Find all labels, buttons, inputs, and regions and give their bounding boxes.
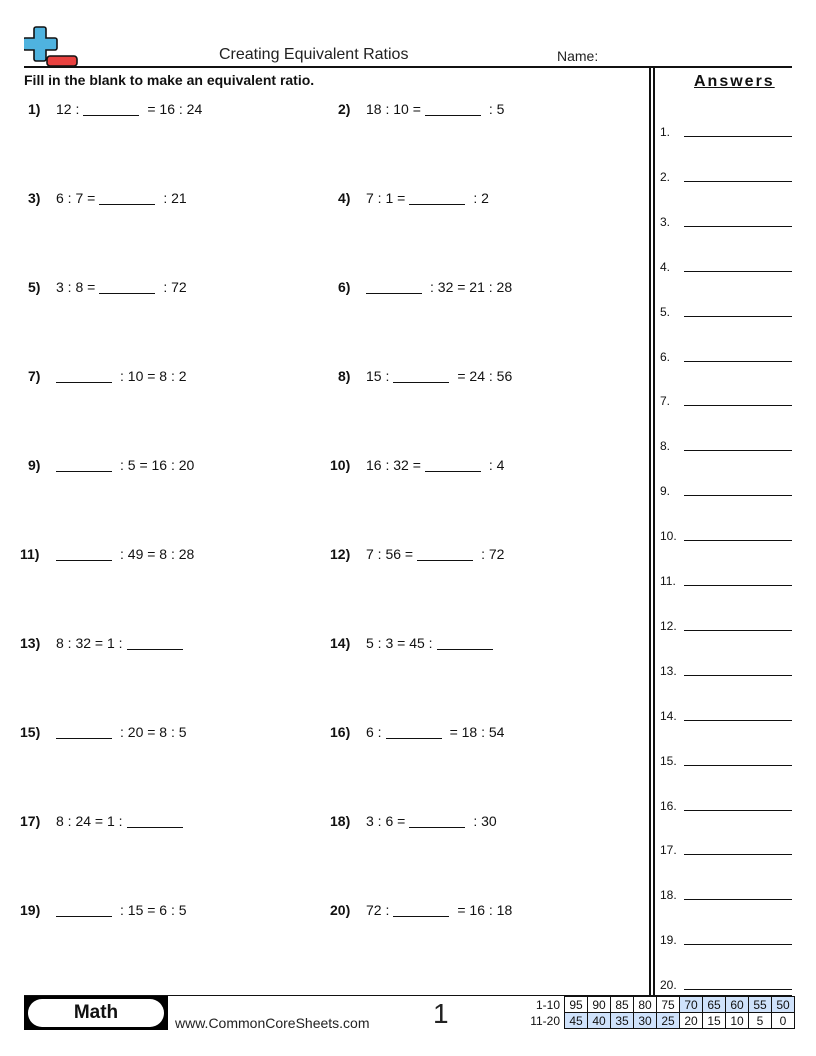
problem-item (338, 190, 489, 206)
ratio-text: : 10 = 8 : 2 (120, 368, 187, 384)
answer-number: 4. (660, 259, 671, 274)
answer-row (660, 123, 792, 139)
answer-line[interactable] (684, 540, 792, 541)
answer-row (660, 752, 792, 768)
answer-number: 19. (660, 933, 677, 948)
answer-number: 11. (660, 574, 676, 588)
ratio-text: : 21 (163, 190, 187, 206)
page-number: 1 (433, 998, 449, 1029)
score-cell: 45 (565, 1013, 588, 1029)
header-divider (24, 66, 792, 68)
answer-blank[interactable] (409, 203, 465, 205)
answer-row (660, 348, 792, 364)
answer-row (660, 707, 792, 723)
answer-row (660, 662, 792, 678)
problem-number: 3) (28, 190, 41, 206)
subject-label: Math (28, 999, 164, 1027)
answer-number: 10. (660, 529, 677, 544)
ratio-text: : 20 = 8 : 5 (120, 724, 187, 740)
answer-blank[interactable] (425, 114, 481, 116)
score-cell: 90 (588, 997, 611, 1013)
score-cell: 35 (611, 1013, 634, 1029)
answer-row (660, 437, 792, 453)
answer-blank[interactable] (417, 559, 473, 561)
answer-line[interactable] (684, 361, 792, 362)
answer-line[interactable] (684, 495, 792, 496)
answer-row (660, 931, 792, 947)
answer-number: 7. (660, 394, 671, 409)
problem-number: 6) (338, 279, 351, 295)
problem-number: 14) (330, 635, 351, 651)
answer-line[interactable] (684, 136, 792, 137)
score-range-label: 11-20 (530, 1013, 560, 1028)
answer-row (660, 886, 792, 902)
answer-number: 18. (660, 888, 677, 903)
problem-number: 11) (20, 546, 40, 562)
ratio-text: = 16 : 24 (147, 101, 203, 117)
ratio-text: 8 : 32 = 1 : (56, 635, 123, 651)
score-cell: 95 (565, 997, 588, 1013)
ratio-text: : 72 (163, 279, 187, 295)
answer-line[interactable] (684, 675, 792, 676)
score-cell: 0 (772, 1013, 795, 1029)
answer-blank[interactable] (366, 292, 422, 294)
problem-item (330, 546, 504, 562)
score-cell: 20 (680, 1013, 703, 1029)
score-cell: 70 (680, 997, 703, 1013)
score-cell: 60 (726, 997, 749, 1013)
problem-number: 4) (338, 190, 351, 206)
answer-row (660, 527, 792, 543)
answer-number: 3. (660, 214, 671, 229)
answer-number: 13. (660, 663, 677, 678)
answer-row (660, 617, 792, 633)
problem-number: 7) (28, 368, 41, 384)
ratio-text: : 32 = 21 : 28 (430, 279, 513, 295)
ratio-text: 3 : 8 = (56, 279, 96, 295)
score-cell: 65 (703, 997, 726, 1013)
answer-row (660, 303, 792, 319)
answer-blank[interactable] (99, 292, 155, 294)
ratio-text: 6 : 7 = (56, 190, 96, 206)
answer-blank[interactable] (127, 826, 183, 828)
plus-minus-icon (24, 26, 80, 68)
answer-row (660, 976, 792, 992)
answer-row (660, 213, 792, 229)
answer-blank[interactable] (56, 737, 112, 739)
score-range-label: 1-10 (535, 997, 560, 1012)
answer-number: 14. (660, 708, 677, 723)
answer-number: 2. (660, 169, 671, 184)
answer-line[interactable] (684, 989, 792, 990)
problem-item (28, 457, 194, 473)
answer-row (660, 168, 792, 184)
ratio-text: 3 : 6 = (366, 813, 406, 829)
answer-line[interactable] (684, 181, 792, 182)
score-cell: 25 (657, 1013, 680, 1029)
score-cell: 80 (634, 997, 657, 1013)
answer-blank[interactable] (393, 915, 449, 917)
answer-blank[interactable] (83, 114, 139, 116)
problem-item (20, 635, 187, 651)
problem-number: 12) (330, 546, 351, 562)
answer-blank[interactable] (425, 470, 481, 472)
ratio-text: 8 : 24 = 1 : (56, 813, 123, 829)
answer-number: 12. (660, 618, 677, 633)
problem-item (28, 368, 187, 384)
answer-blank[interactable] (56, 559, 112, 561)
problem-item (20, 902, 187, 918)
website-link[interactable]: www.CommonCoreSheets.com (175, 1015, 370, 1031)
problem-item (20, 724, 187, 740)
ratio-text: 7 : 1 = (366, 190, 406, 206)
answer-blank[interactable] (386, 737, 442, 739)
ratio-text: 5 : 3 = 45 : (366, 635, 433, 651)
answer-line[interactable] (684, 810, 792, 811)
problem-number: 1) (28, 101, 41, 117)
score-cell: 40 (588, 1013, 611, 1029)
answer-number: 9. (660, 484, 671, 499)
answer-line[interactable] (684, 899, 792, 900)
answer-row (660, 572, 792, 588)
answer-blank[interactable] (127, 648, 183, 650)
ratio-text: : 49 = 8 : 28 (120, 546, 195, 562)
problem-number: 20) (330, 902, 351, 918)
ratio-text: 12 : (56, 101, 80, 117)
problem-number: 13) (20, 635, 41, 651)
answer-number: 16. (660, 798, 677, 813)
answer-number: 5. (660, 304, 671, 319)
score-cell: 5 (749, 1013, 772, 1029)
answer-blank[interactable] (393, 381, 449, 383)
problem-number: 10) (330, 457, 351, 473)
problem-item (330, 902, 512, 918)
score-row (522, 997, 795, 1013)
answers-title: Answers (694, 73, 775, 90)
answer-blank[interactable] (56, 470, 112, 472)
answer-line[interactable] (684, 944, 792, 945)
problem-item (330, 635, 497, 651)
answer-line[interactable] (684, 585, 792, 586)
answer-number: 15. (660, 753, 677, 768)
answer-number: 17. (660, 843, 677, 858)
ratio-text: = 16 : 18 (457, 902, 513, 918)
answer-line[interactable] (684, 226, 792, 227)
answer-blank[interactable] (437, 648, 493, 650)
score-cell: 85 (611, 997, 634, 1013)
problem-item (28, 190, 187, 206)
answer-line[interactable] (684, 720, 792, 721)
problem-item (338, 101, 504, 117)
problem-number: 17) (20, 813, 41, 829)
problem-number: 18) (330, 813, 351, 829)
problem-number: 2) (338, 101, 351, 117)
score-cell: 15 (703, 1013, 726, 1029)
problem-number: 19) (20, 902, 41, 918)
answer-number: 1. (660, 125, 671, 139)
answer-blank[interactable] (409, 826, 465, 828)
answer-line[interactable] (684, 271, 792, 272)
ratio-text: : 30 (473, 813, 497, 829)
ratio-text: 7 : 56 = (366, 546, 414, 562)
answer-row (660, 258, 792, 274)
ratio-text: = 24 : 56 (457, 368, 513, 384)
problem-number: 8) (338, 368, 351, 384)
problem-number: 15) (20, 724, 41, 740)
ratio-text: 72 : (366, 902, 390, 918)
ratio-text: 6 : (366, 724, 382, 740)
ratio-text: : 4 (488, 457, 505, 473)
score-cell: 30 (634, 1013, 657, 1029)
answer-blank[interactable] (56, 915, 112, 917)
ratio-text: 18 : 10 = (366, 101, 421, 117)
answer-number: 20. (660, 978, 677, 993)
answer-line[interactable] (684, 630, 792, 631)
problem-number: 5) (28, 279, 41, 295)
problem-item (20, 546, 194, 562)
instructions: Fill in the blank to make an equivalent ratio. (24, 72, 315, 88)
ratio-text: : 72 (481, 546, 505, 562)
score-cell: 55 (749, 997, 772, 1013)
score-cell: 75 (657, 997, 680, 1013)
answer-line[interactable] (684, 405, 792, 406)
answer-line[interactable] (684, 765, 792, 766)
ratio-text: = 18 : 54 (449, 724, 505, 740)
problem-item (20, 813, 187, 829)
score-cell: 10 (726, 1013, 749, 1029)
answer-blank[interactable] (99, 203, 155, 205)
ratio-text: 16 : 32 = (366, 457, 421, 473)
problem-item (338, 368, 512, 384)
problem-number: 9) (28, 457, 41, 473)
answer-number: 6. (660, 349, 671, 364)
score-row (522, 1013, 795, 1029)
problem-item (28, 101, 202, 117)
answer-row (660, 482, 792, 498)
page-title: Creating Equivalent Ratios (219, 46, 409, 63)
answer-line[interactable] (684, 450, 792, 451)
problem-number: 16) (330, 724, 351, 740)
ratio-text: 15 : (366, 368, 390, 384)
answer-number: 8. (660, 439, 671, 454)
answers-divider (649, 68, 651, 995)
ratio-text: : 5 (488, 101, 505, 117)
problem-item (330, 457, 504, 473)
answers-divider (653, 68, 655, 995)
answer-line[interactable] (684, 854, 792, 855)
answer-row (660, 841, 792, 857)
answer-row (660, 392, 792, 408)
score-cell: 50 (772, 997, 795, 1013)
problem-item (330, 813, 497, 829)
problem-item (28, 279, 187, 295)
name-label: Name: (557, 48, 599, 64)
answer-blank[interactable] (56, 381, 112, 383)
ratio-text: : 2 (473, 190, 489, 206)
answer-row (660, 797, 792, 813)
score-table (522, 996, 795, 1029)
problem-item (330, 724, 504, 740)
answer-line[interactable] (684, 316, 792, 317)
ratio-text: : 15 = 6 : 5 (120, 902, 187, 918)
problem-item (338, 279, 512, 295)
ratio-text: : 5 = 16 : 20 (120, 457, 195, 473)
